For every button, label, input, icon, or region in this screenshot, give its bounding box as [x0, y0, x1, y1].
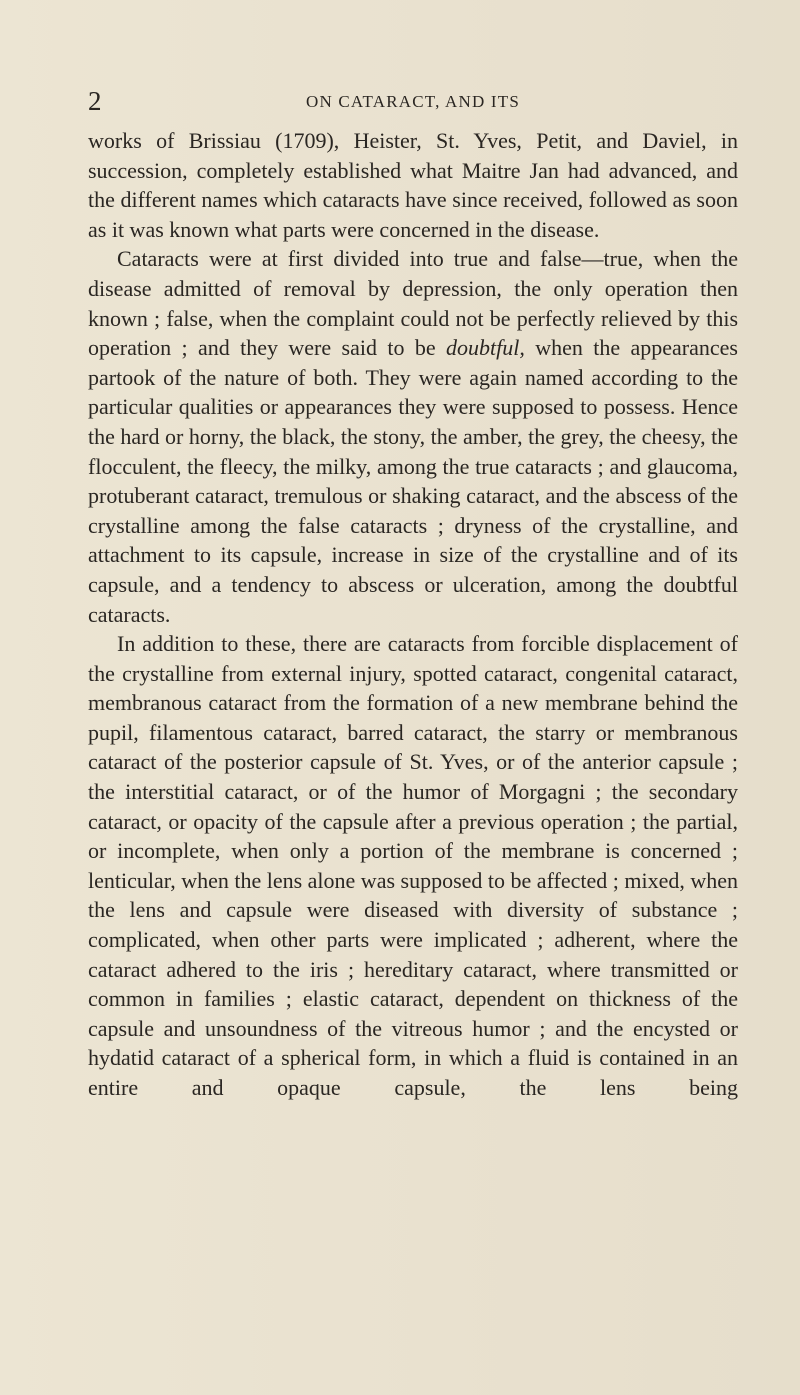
- paragraph-2: [88, 244, 738, 629]
- paragraph-2-italic-word: doubtful,: [445, 335, 525, 361]
- paragraph-2-text-start: Cataracts were at first divided into true and false—true, when the disease admitted of removal by depression, the only operation then known ; false, when the complaint could not be perfectly relieved by this operation ; and they were said to be: [88, 246, 738, 361]
- paragraph-3: In addition to these, there are cataracts from forcible displacement of the crystalline from external injury, spotted cataract, congenital cataract, membranous cataract from the formation of a new membrane behind the pupil, filamentous cataract, barred cataract, the starry or membranous cataract of the posterior capsule of St. Yves, or of the anterior capsule ; the interstitial cataract, or of the humor of Morgagni ; the secondary cataract, or opacity of the capsule after a previous operation ; the partial, or incomplete, when only a portion of the membrane is concerned ; lenticular, when the lens alone was supposed to be affected ; mixed, when the lens and capsule were diseased with diversity of substance ; complicated, when other parts were implicated ; adherent, where the cataract adhered to the iris ; hereditary cataract, where transmitted or common in families ; elastic cataract, dependent on thickness of the capsule and unsoundness of the vitreous humor ; and the encysted or hydatid cataract of a spherical form, in which a fluid is contained in an entire and opaque capsule, the lens being: [88, 631, 738, 1100]
- paragraph-1: works of Brissiau (1709), Heister, St. Yves, Petit, and Daviel, in succession, completely established what Maitre Jan had advanced, and the different names which cataracts have since received, followed as soon as it was known what parts were concerned in the disease.: [88, 128, 738, 242]
- page-header: [88, 86, 738, 116]
- page-number: 2: [88, 86, 102, 116]
- body-text: [88, 126, 738, 1103]
- paragraph-2-text-end: when the appearances partook of the nature of both. They were again named according to the particular qualities or appearances they were supposed to possess. Hence the hard or horny, the black, the stony, the amber, the grey, the cheesy, the flocculent, the fleecy, the milky, among the true cataracts ; and glaucoma, protuberant cataract, tremulous or shaking cataract, and the abscess of the crystalline among the false cataracts ; dryness of the crystalline, and attachment to its capsule, increase in size of the crystalline and of its capsule, and a tendency to abscess or ulceration, among the doubtful cataracts.: [88, 335, 738, 627]
- running-head: ON CATARACT, AND ITS: [305, 92, 521, 111]
